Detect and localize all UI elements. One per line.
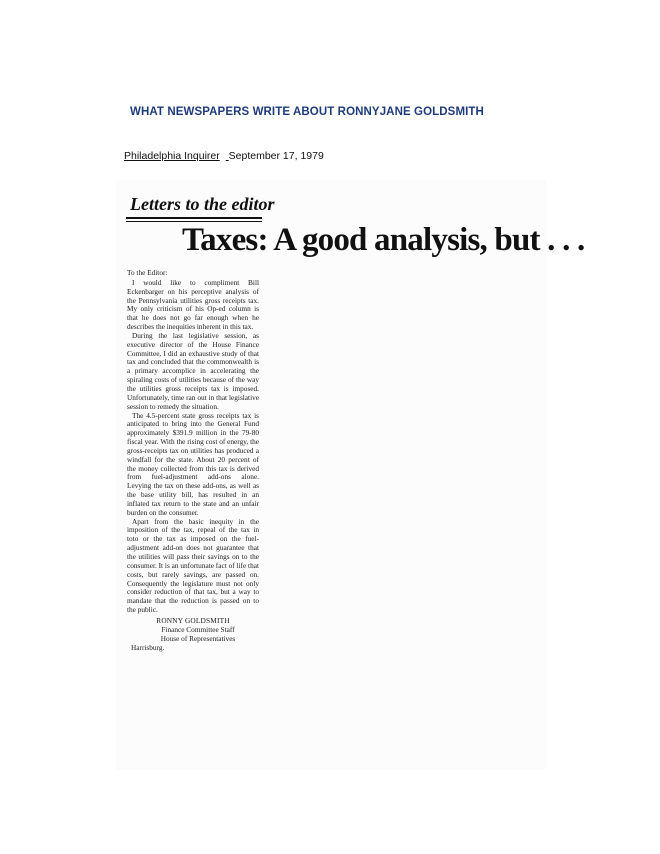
source-line <box>124 150 324 162</box>
signature-title: Finance Committee Staff <box>161 624 235 634</box>
signature-organization: House of Representatives <box>160 633 236 643</box>
letter-paragraph: The 4.5-percent state gross receipts tax is anticipated to bring into the General Fund approximately $391.9 million in the 79-80 fiscal year. With the rising cost of energy, the gross-receipts tax on utilities has produced a windfall for the state. About 20 percent of the money collected from this tax is derived from fuel-adjustment add-ons alone. Levying the tax on these add-ons, as well as the base utility bill, has resulted in an inflated tax return to the state and an unfair burden on the consumer. <box>127 410 259 517</box>
publication-date: September 17, 1979 <box>228 150 324 162</box>
headline: Taxes: A good analysis, but . . . <box>182 222 585 258</box>
signature-city: Harrisburg. <box>131 642 165 652</box>
signature-name: RONNY GOLDSMITH <box>156 615 230 625</box>
letter-signature <box>127 616 259 652</box>
page-heading: WHAT NEWSPAPERS WRITE ABOUT RONNYJANE GOLDSMITH <box>130 106 484 118</box>
letter-salutation: To the Editor: <box>127 268 168 277</box>
column-head-rule-thick <box>126 217 262 219</box>
letter-paragraph: Apart from the basic inequity in the imposition of the tax, repeal of the tax in toto or the tax as imposed on the fuel-adjustment add-on does not guarantee that the utilities will pass their savings on to the consumer. It is an unfortunate fact of life that costs, but rarely savings, are passed on. Consequently the legislature must not only consider reduction of that tax, but a way to mandate that the reduction is passed on to the public. <box>127 516 259 615</box>
letter-paragraph: During the last legislative session, as executive director of the House Finance Committee, I did an exhaustive study of that tax and concluded that the commonwealth is a primary accomplice in accelerating the spiraling costs of utilities because of the way the utilities gross receipts tax is imposed. Unfortunately, time ran out in that legislative session to remedy the situation. <box>127 330 259 411</box>
publication-name: Philadelphia Inquirer <box>124 150 220 162</box>
letter-body <box>127 269 259 652</box>
newspaper-clipping <box>116 180 585 770</box>
letter-paragraph: I would like to compliment Bill Eckenbarger on his perceptive analysis of the Pennsylvania utilities gross receipts tax. My only criticism of his Op-ed column is that he does not go far enough when he describes the inequities inherent in this tax. <box>127 277 259 332</box>
column-head: Letters to the editor <box>130 194 275 214</box>
